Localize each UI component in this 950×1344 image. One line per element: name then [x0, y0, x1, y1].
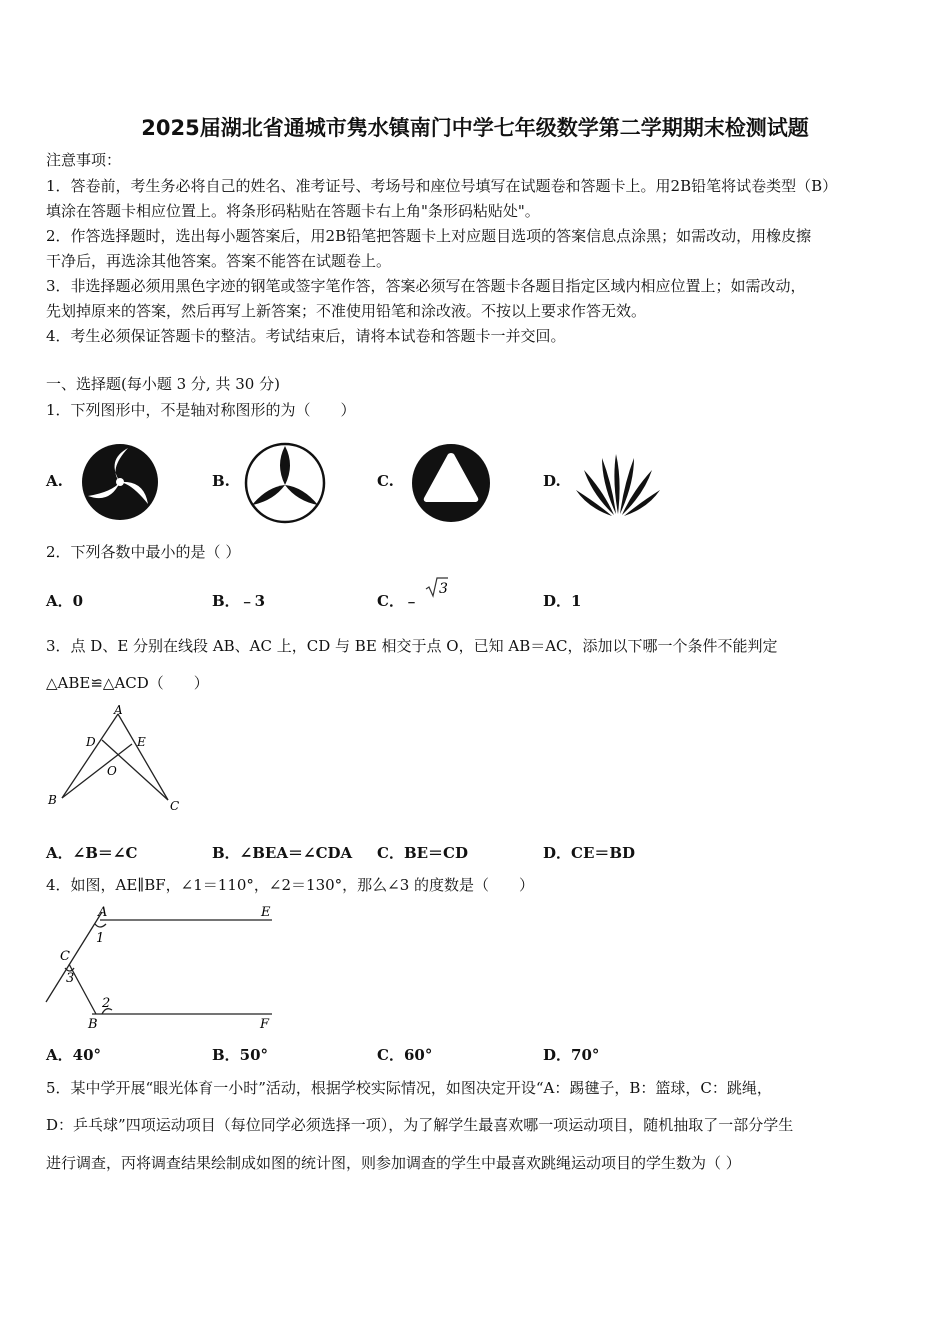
- angle-3-label: 3: [66, 971, 75, 986]
- q5-line: 进行调查，丙将调查结果绘制成如图的统计图，则参加调查的学生中最喜欢跳绳运动项目的学生数为（ ）: [46, 1154, 741, 1172]
- q1-stem: 1．下列图形中，不是轴对称图形的为（ ）: [46, 401, 356, 419]
- angle-2-label: 2: [102, 996, 111, 1011]
- label-d: D: [86, 735, 96, 749]
- notice-line: 干净后，再选涂其他答案。答案不能答在试题卷上。: [46, 252, 392, 270]
- label-e: E: [137, 735, 146, 749]
- q4-stem: 4．如图，AE∥BF，∠1＝110°，∠2＝130°，那么∠3 的度数是（ ）: [46, 876, 535, 894]
- triangle-in-circle-figure: [409, 441, 493, 525]
- q2-option-b: B．﹣3: [212, 592, 266, 610]
- angle-1-label: 1: [96, 931, 105, 946]
- swirl-figure: [78, 440, 162, 524]
- q3-stem-line2: △ABE≌△ACD（ ）: [46, 674, 209, 692]
- q4-option-c: C．60°: [377, 1046, 433, 1064]
- sqrt-symbol: [424, 576, 450, 600]
- q4-option-d: D．70°: [543, 1046, 600, 1064]
- triangle-figure: [44, 702, 188, 816]
- q4-option-a: A．40°: [46, 1046, 102, 1064]
- q3-option-b: B．∠BEA＝∠CDA: [212, 844, 353, 862]
- section-heading: 一、选择题(每小题 3 分, 共 30 分): [46, 375, 280, 393]
- parallel-lines-figure: [44, 902, 278, 1036]
- notice-heading: 注意事项：: [46, 151, 122, 169]
- label-f: F: [260, 1017, 270, 1032]
- q5-line: D：乒乓球”四项运动项目（每位同学必须选择一项），为了解学生最喜欢哪一项运动项目，随机抽取了一部分学生: [46, 1116, 794, 1134]
- q5-line: 5．某中学开展“眼光体育一小时”活动，根据学校实际情况，如图决定开设“A：踢毽子，B：篮球，C：跳绳，: [46, 1079, 772, 1097]
- notice-line: 3．非选择题必须用黑色字迹的钢笔或签字笔作答，答案必须写在答题卡各题目指定区域内相应位置上；如需改动，: [46, 277, 806, 295]
- page-title: 2025届湖北省通城市隽水镇南门中学七年级数学第二学期期末检测试题: [141, 116, 809, 140]
- label-o: O: [107, 764, 117, 778]
- q3-option-a: A．∠B＝∠C: [46, 844, 138, 862]
- label-b: B: [88, 1017, 98, 1032]
- q3-option-d: D．CE＝BD: [543, 844, 636, 862]
- notice-line: 先划掉原来的答案，然后再写上新答案；不准使用铅笔和涂改液。不按以上要求作答无效。: [46, 302, 647, 320]
- notice-line: 2．作答选择题时，选出每小题答案后，用2B铅笔把答题卡上对应题目选项的答案信息点涂黑；如需改动，用橡皮擦: [46, 227, 812, 245]
- label-c: C: [60, 949, 70, 964]
- label-e: E: [261, 905, 271, 920]
- three-petal-figure: [243, 441, 327, 525]
- petal-fan-figure: [572, 450, 664, 520]
- q3-stem-line1: 3．点 D、E 分别在线段 AB、AC 上，CD 与 BE 相交于点 O，已知 AB＝AC，添加以下哪一个条件不能判定: [46, 637, 778, 655]
- q1-option-a-label: A.: [46, 472, 63, 490]
- q3-option-c: C．BE＝CD: [377, 844, 468, 862]
- notice-line: 填涂在答题卡相应位置上。将条形码粘贴在答题卡右上角"条形码粘贴处"。: [46, 202, 540, 220]
- notice-line: 1．答卷前，考生务必将自己的姓名、准考证号、考场号和座位号填写在试题卷和答题卡上。用2B铅笔将试卷类型（B）: [46, 177, 838, 195]
- sqrt-radicand: 3: [439, 581, 448, 597]
- label-b: B: [48, 793, 57, 807]
- q2-option-a: A．0: [46, 592, 84, 610]
- q2-stem: 2．下列各数中最小的是（ ）: [46, 543, 241, 561]
- q1-option-c-label: C.: [377, 472, 394, 490]
- label-c: C: [170, 799, 180, 813]
- label-a: A: [98, 905, 108, 920]
- notice-line: 4．考生必须保证答题卡的整洁。考试结束后，请将本试卷和答题卡一并交回。: [46, 327, 566, 345]
- q4-option-b: B．50°: [212, 1046, 269, 1064]
- q1-option-b-label: B.: [212, 472, 230, 490]
- q2-option-d: D．1: [543, 592, 582, 610]
- q1-option-d-label: D.: [543, 472, 561, 490]
- q2-option-c: C．﹣: [377, 592, 419, 610]
- label-a: A: [114, 703, 123, 717]
